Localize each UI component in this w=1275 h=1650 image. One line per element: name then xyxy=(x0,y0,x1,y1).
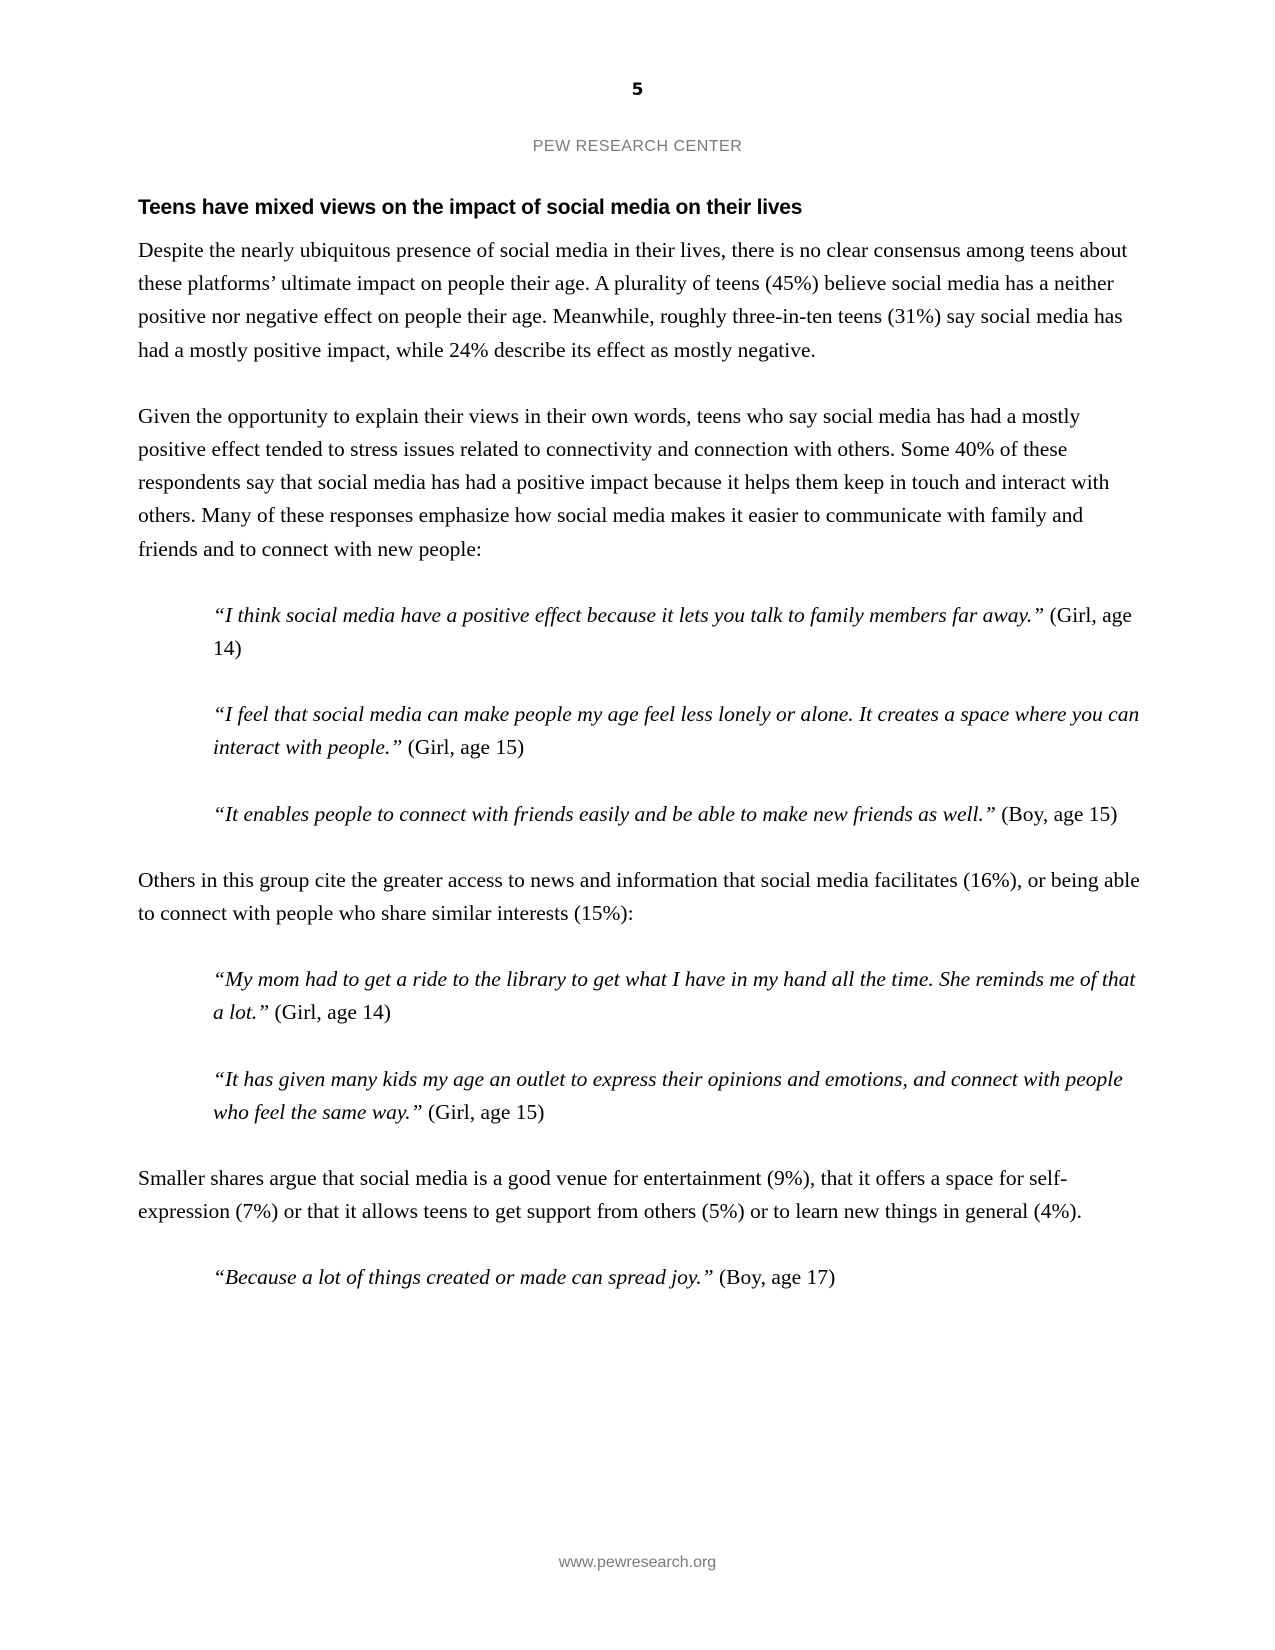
article-body xyxy=(138,196,1148,1328)
quote-text: “It has given many kids my age an outlet to express their opinions and emotions, and connect with people who feel the same way.” xyxy=(213,1066,1123,1124)
quote-text: “I think social media have a positive effect because it lets you talk to family members far away.” xyxy=(213,602,1045,627)
block-quote xyxy=(213,698,1148,764)
footer-url: www.pewresearch.org xyxy=(558,1554,717,1571)
quote-attribution: (Girl, age 14) xyxy=(213,602,1132,661)
block-quote xyxy=(213,599,1148,665)
block-quote xyxy=(213,798,1148,831)
quote-attribution: (Boy, age 15) xyxy=(1001,801,1118,826)
quote-text: “It enables people to connect with friends easily and be able to make new friends as well.” xyxy=(213,801,996,826)
section-heading: Teens have mixed views on the impact of social media on their lives xyxy=(138,196,803,219)
block-quote xyxy=(213,963,1148,1029)
body-paragraph: Despite the nearly ubiquitous presence of social media in their lives, there is no clear consensus among teens about these platforms’ ultimate impact on people their age. A plurality of teens (45%) believe social media has a neither positive nor negative effect on people their age. Meanwhile, roughly three-in-ten teens (31%) say social media has had a mostly positive impact, while 24% describe its effect as mostly negative. xyxy=(138,238,1128,362)
block-quote xyxy=(213,1063,1148,1129)
quote-text: “Because a lot of things created or made can spread joy.” xyxy=(213,1265,714,1290)
quote-attribution: (Boy, age 17) xyxy=(719,1265,836,1290)
block-quote xyxy=(213,1261,1148,1294)
body-paragraph: Given the opportunity to explain their views in their own words, teens who say social media has had a mostly positive effect tended to stress issues related to connectivity and connection with others. Some 40% of these respondents say that social media has had a positive impact because it helps them keep in touch and interact with others. Many of these responses emphasize how social media makes it easier to communicate with family and friends and to connect with new people: xyxy=(138,403,1110,561)
quote-attribution: (Girl, age 15) xyxy=(407,735,525,760)
body-paragraph: Smaller shares argue that social media is a good venue for entertainment (9%), that it offers a space for self-expression (7%) or that it allows teens to get support from others (5%) or to learn new things in general (4%). xyxy=(138,1166,1082,1224)
organization-header: PEW RESEARCH CENTER xyxy=(532,138,743,155)
quote-text: “I feel that social media can make people my age feel less lonely or alone. It creates a space where you can interact with people.” xyxy=(213,702,1140,760)
quote-attribution: (Girl, age 14) xyxy=(274,1000,391,1025)
quote-text: “My mom had to get a ride to the library to get what I have in my hand all the time. She reminds me of that a lot.” xyxy=(213,967,1136,1025)
quote-attribution: (Girl, age 15) xyxy=(427,1099,545,1124)
page-number: 5 xyxy=(631,80,644,100)
body-paragraph: Others in this group cite the greater access to news and information that social media facilitates (16%), or being able to connect with people who share similar interests (15%): xyxy=(138,867,1140,926)
